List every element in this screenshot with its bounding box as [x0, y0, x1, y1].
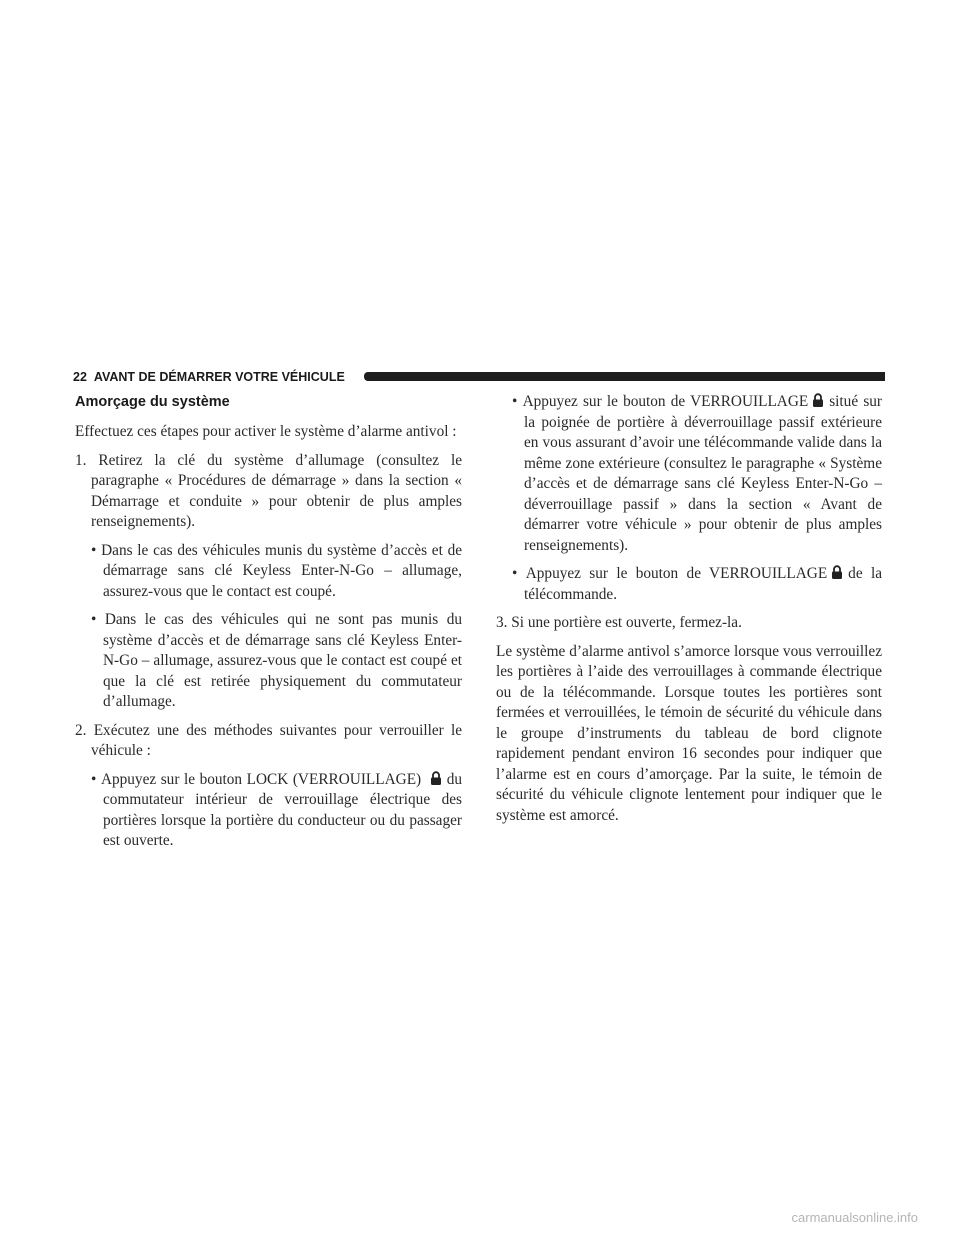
bullet-text-continued: situé sur la poignée de portière à déverrouillage passif extérieure en vous assurant d’avoir une télécommande valide dans la même zone extérieure (consultez le paragraphe « Système d’accès et de démarrage sans clé Keyless Enter-N-Go – déverrouillage passif » dans la section « Avant de démarrer votre véhicule » pour obtenir de plus amples renseignements).	[524, 393, 883, 554]
right-column	[496, 392, 882, 834]
section-title: AVANT DE DÉMARRER VOTRE VÉHICULE	[93, 370, 345, 384]
bullet-text: Appuyez sur le bouton de VERROUILLAGE	[525, 565, 828, 582]
step-2-bullet-1	[75, 770, 462, 852]
step-1-bullet-2	[75, 610, 462, 713]
bullet-text: Appuyez sur le bouton de VERROUILLAGE	[522, 393, 809, 410]
left-column	[75, 392, 462, 860]
page-header-text	[73, 369, 345, 385]
section-heading: Amorçage du système	[75, 394, 230, 410]
header-rule	[364, 372, 885, 381]
bullet-text: Dans le cas des véhicules munis du système d’accès et de démarrage sans clé Keyless Enter-N-Go – allumage, assurez-vous que le contact est coupé.	[101, 541, 463, 600]
step-2-bullet-2	[496, 392, 882, 556]
arming-paragraph: Le système d’alarme antivol s’amorce lorsque vous verrouillez les portières à l’aide des verrouillages à commande électrique ou de la télécommande. Lorsque toutes les portières sont fermées et verrouillées, le témoin de sécurité du véhicule dans le groupe d’instruments du tableau de bord clignote rapidement pendant environ 16 secondes pour indiquer que l’alarme est en cours d’amorçage. Par la suite, le témoin de sécurité du véhicule clignote lentement pour indiquer que le système est amorcé.	[496, 642, 882, 824]
bullet-text: Appuyez sur le bouton LOCK (VERROUILLAGE)	[100, 770, 422, 788]
bullet: •	[91, 770, 97, 788]
bullet-text-continued: du commutateur intérieur de verrouillage électrique des portières lorsque la portière du conducteur ou du passager est ouverte.	[103, 770, 463, 849]
bullet: •	[91, 541, 97, 559]
bullet-text-continued: de la télécommande.	[524, 565, 882, 603]
step-1: 1. Retirez la clé du système d’allumage (consultez le paragraphe « Procédures de démarrage » dans la section « Démarrage et conduite » pour obtenir de plus amples renseignements).	[75, 451, 462, 530]
bullet-text: Dans le cas des véhicules qui ne sont pas munis du système d’accès et de démarrage sans clé Keyless Enter-N-Go – allumage, assurez-vous que le contact est coupé et que la clé est retirée physiquement du commutateur d’allumage.	[103, 611, 462, 710]
lock-icon	[831, 565, 843, 580]
lock-icon	[812, 393, 824, 408]
intro-paragraph: Effectuez ces étapes pour activer le système d’alarme antivol :	[75, 423, 457, 440]
step-3: 3. Si une portière est ouverte, fermez-la.	[496, 614, 742, 631]
bullet: •	[512, 393, 518, 410]
watermark: carmanualsonline.info	[791, 1210, 918, 1225]
bullet: •	[512, 565, 518, 582]
bullet: •	[91, 611, 97, 628]
step-1-bullet-1	[75, 541, 462, 603]
page-header	[73, 369, 885, 385]
lock-icon	[430, 771, 442, 786]
step-2-bullet-3	[496, 564, 882, 605]
step-2: 2. Exécutez une des méthodes suivantes pour verrouiller le véhicule :	[75, 721, 462, 759]
page-number: 22	[73, 370, 87, 384]
